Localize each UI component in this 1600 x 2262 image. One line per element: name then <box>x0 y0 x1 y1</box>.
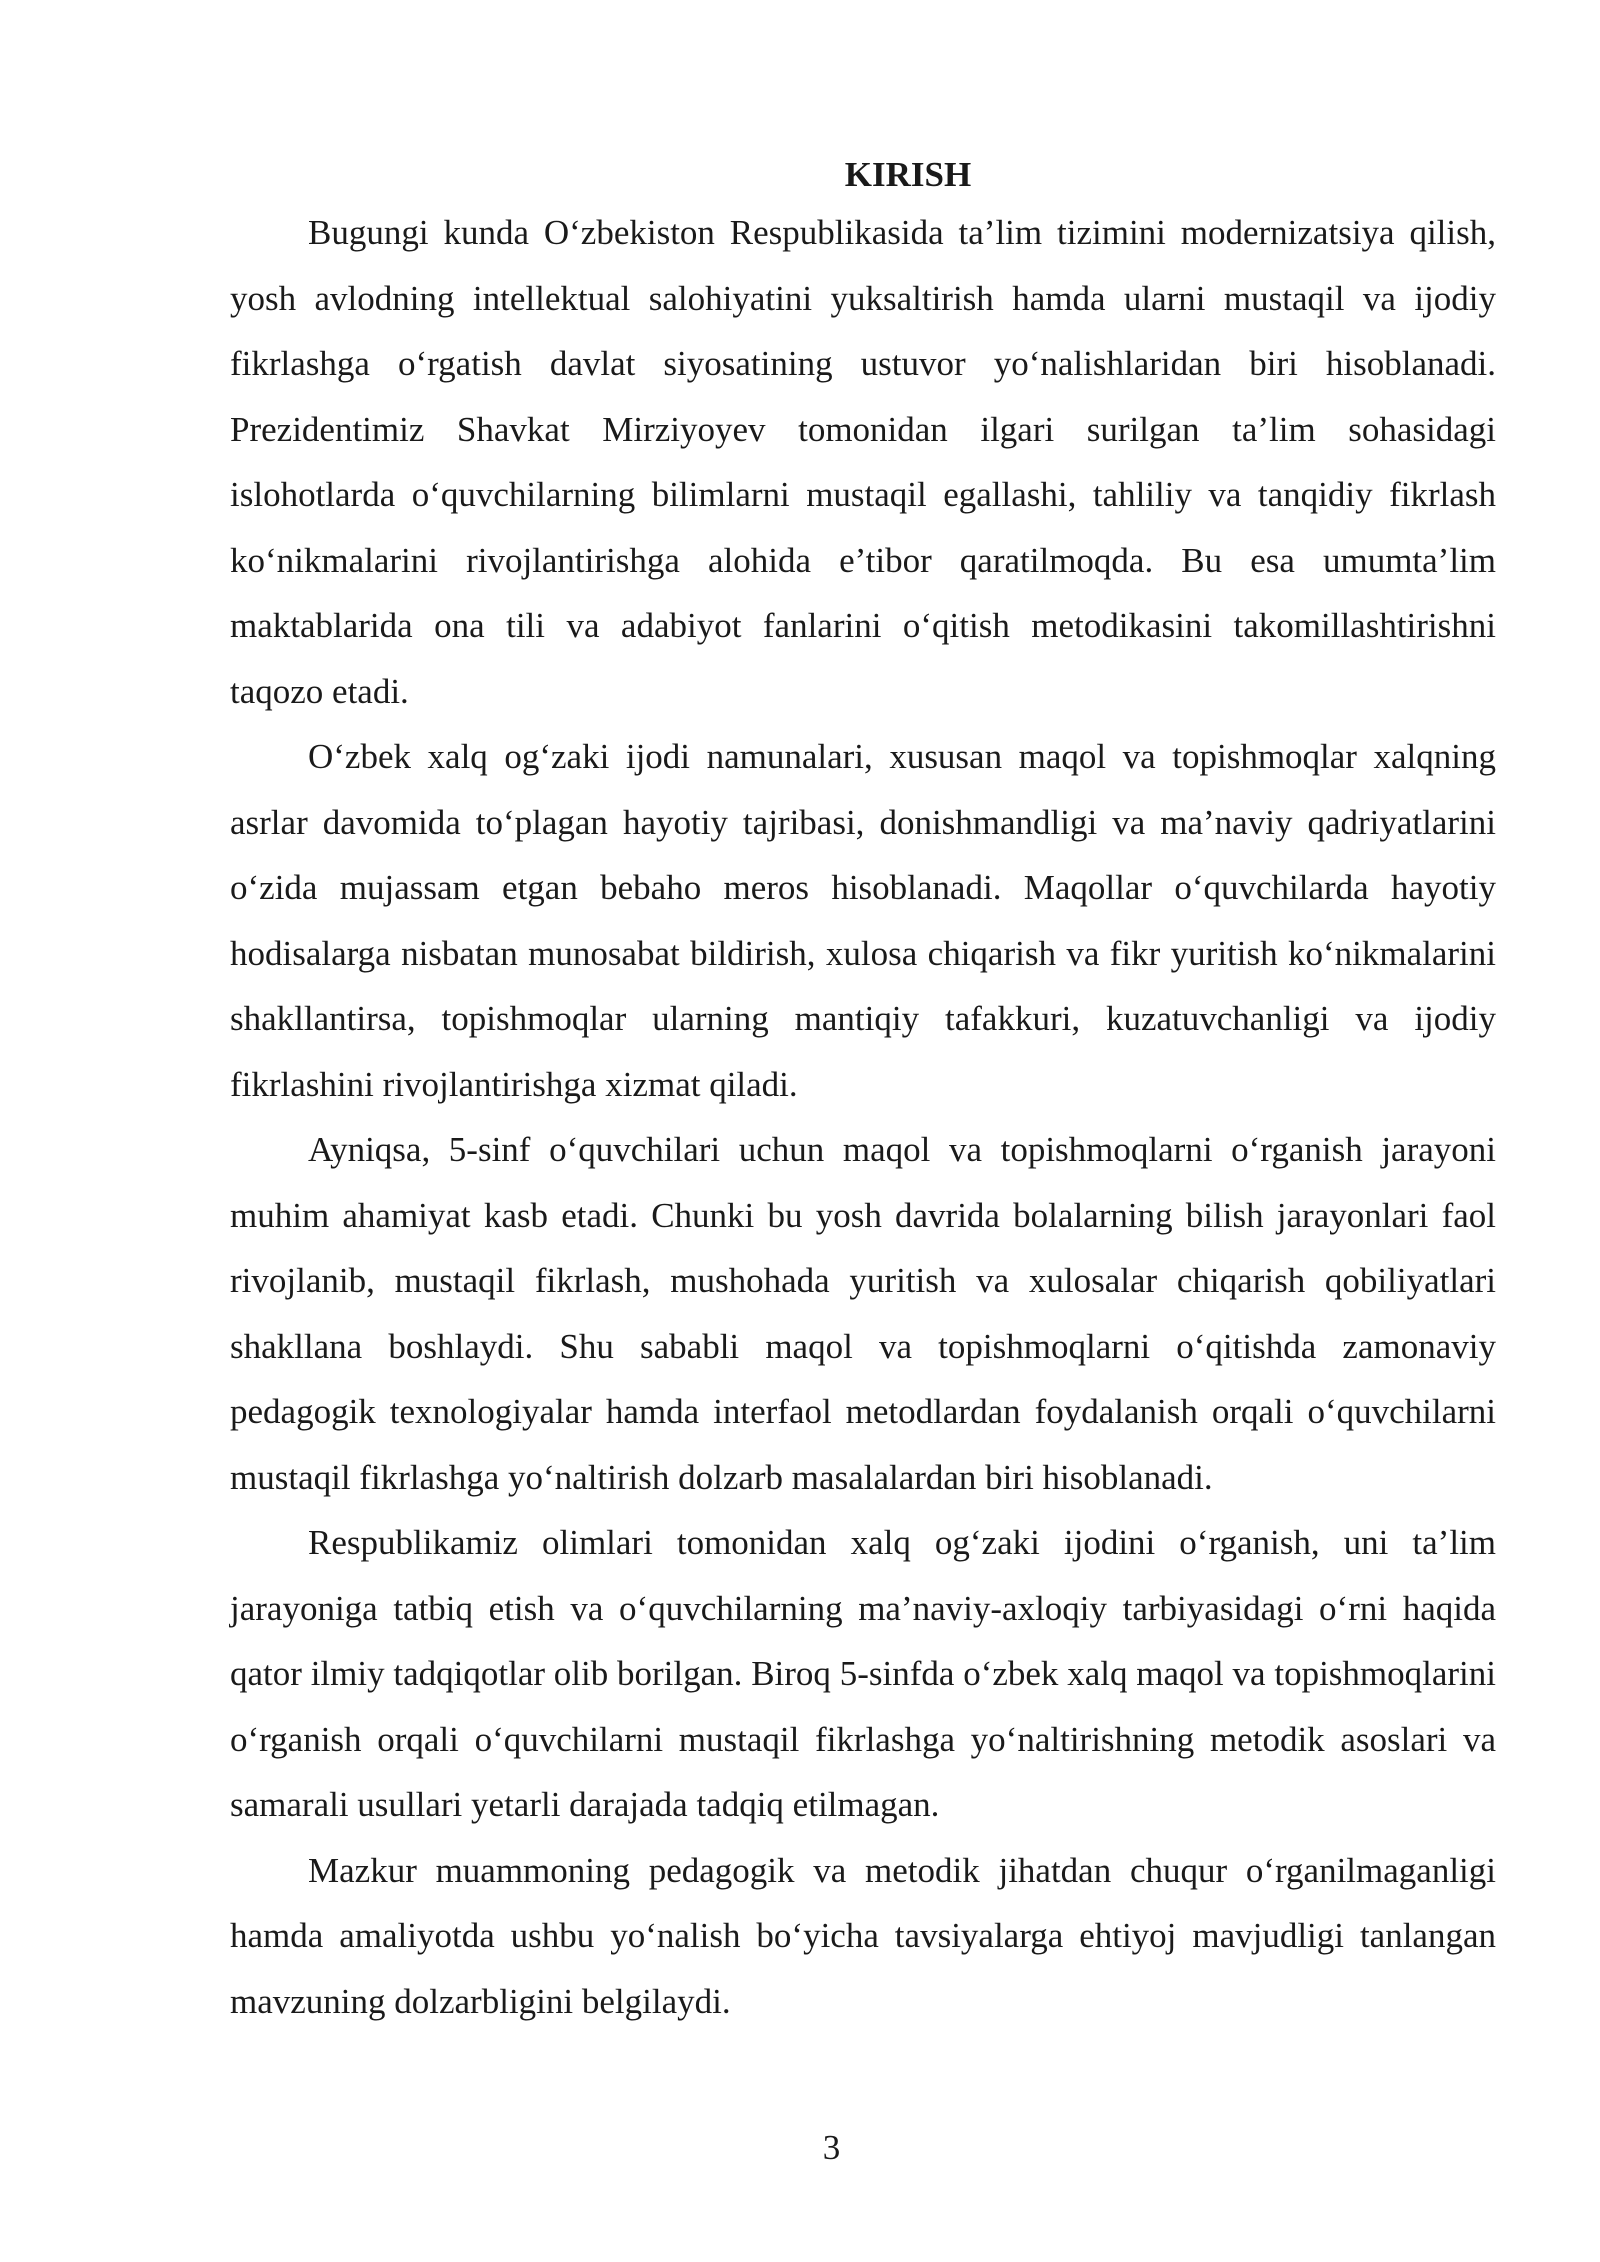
paragraph-1: Bugungi kunda O‘zbekiston Respublikasida ta’lim tizimini modernizatsiya qilish, yosh avlodning intellektual salohiyatini yuksaltirish hamda ularni mustaqil va ijodiy fikrlashga o‘rgatish davlat siyosatining ustuvor yo‘nalishlaridan biri hisoblanadi. Prezidentimiz Shavkat Mirziyoyev tomonidan ilgari surilgan ta’lim sohasidagi islohotlarda o‘quvchilarning bilimlarni mustaqil egallashi, tahliliy va tanqidiy fikrlash ko‘nikmalarini rivojlantirishga alohida e’tibor qaratilmoqda. Bu esa umumta’lim maktablarida ona tili va adabiyot fanlarini o‘qitish metodikasini takomillashtirishni taqozo etadi. <box>230 213 1496 711</box>
page-content <box>230 150 1496 2034</box>
paragraph-5: Mazkur muammoning pedagogik va metodik jihatdan chuqur o‘rganilmaganligi hamda amaliyotda ushbu yo‘nalish bo‘yicha tavsiyalarga ehtiyoj mavjudligi tanlangan mavzuning dolzarbligini belgilaydi. <box>230 1850 1496 2021</box>
paragraph-3: Ayniqsa, 5-sinf o‘quvchilari uchun maqol va topishmoqlarni o‘rganish jarayoni muhim ahamiyat kasb etadi. Chunki bu yosh davrida bolalarning bilish jarayonlari faol rivojlanib, mustaqil fikrlash, mushohada yuritish va xulosalar chiqarish qobiliyatlari shakllana boshlaydi. Shu sababli maqol va topishmoqlarni o‘qitishda zamonaviy pedagogik texnologiyalar hamda interfaol metodlardan foydalanish orqali o‘quvchilarni mustaqil fikrlashga yo‘naltirish dolzarb masalalardan biri hisoblanadi. <box>230 1130 1496 1497</box>
section-title: KIRISH <box>844 155 972 194</box>
paragraph-2: O‘zbek xalq og‘zaki ijodi namunalari, xususan maqol va topishmoqlar xalqning asrlar davomida to‘plagan hayotiy tajribasi, donishmandligi va ma’naviy qadriyatlarini o‘zida mujassam etgan bebaho meros hisoblanadi. Maqollar o‘quvchilarda hayotiy hodisalarga nisbatan munosabat bildirish, xulosa chiqarish va fikr yuritish ko‘nikmalarini shakllantirsa, topishmoqlar ularning mantiqiy tafakkuri, kuzatuvchanligi va ijodiy fikrlashini rivojlantirishga xizmat qiladi. <box>230 737 1496 1104</box>
page-number: 3 <box>822 2128 841 2167</box>
paragraph-4: Respublikamiz olimlari tomonidan xalq og‘zaki ijodini o‘rganish, uni ta’lim jarayoniga tatbiq etish va o‘quvchilarning ma’naviy-axloqiy tarbiyasidagi o‘rni haqida qator ilmiy tadqiqotlar olib borilgan. Biroq 5-sinfda o‘zbek xalq maqol va topishmoqlarini o‘rganish orqali o‘quvchilarni mustaqil fikrlashga yo‘naltirishning metodik asoslari va samarali usullari yetarli darajada tadqiq etilmagan. <box>230 1523 1496 1824</box>
